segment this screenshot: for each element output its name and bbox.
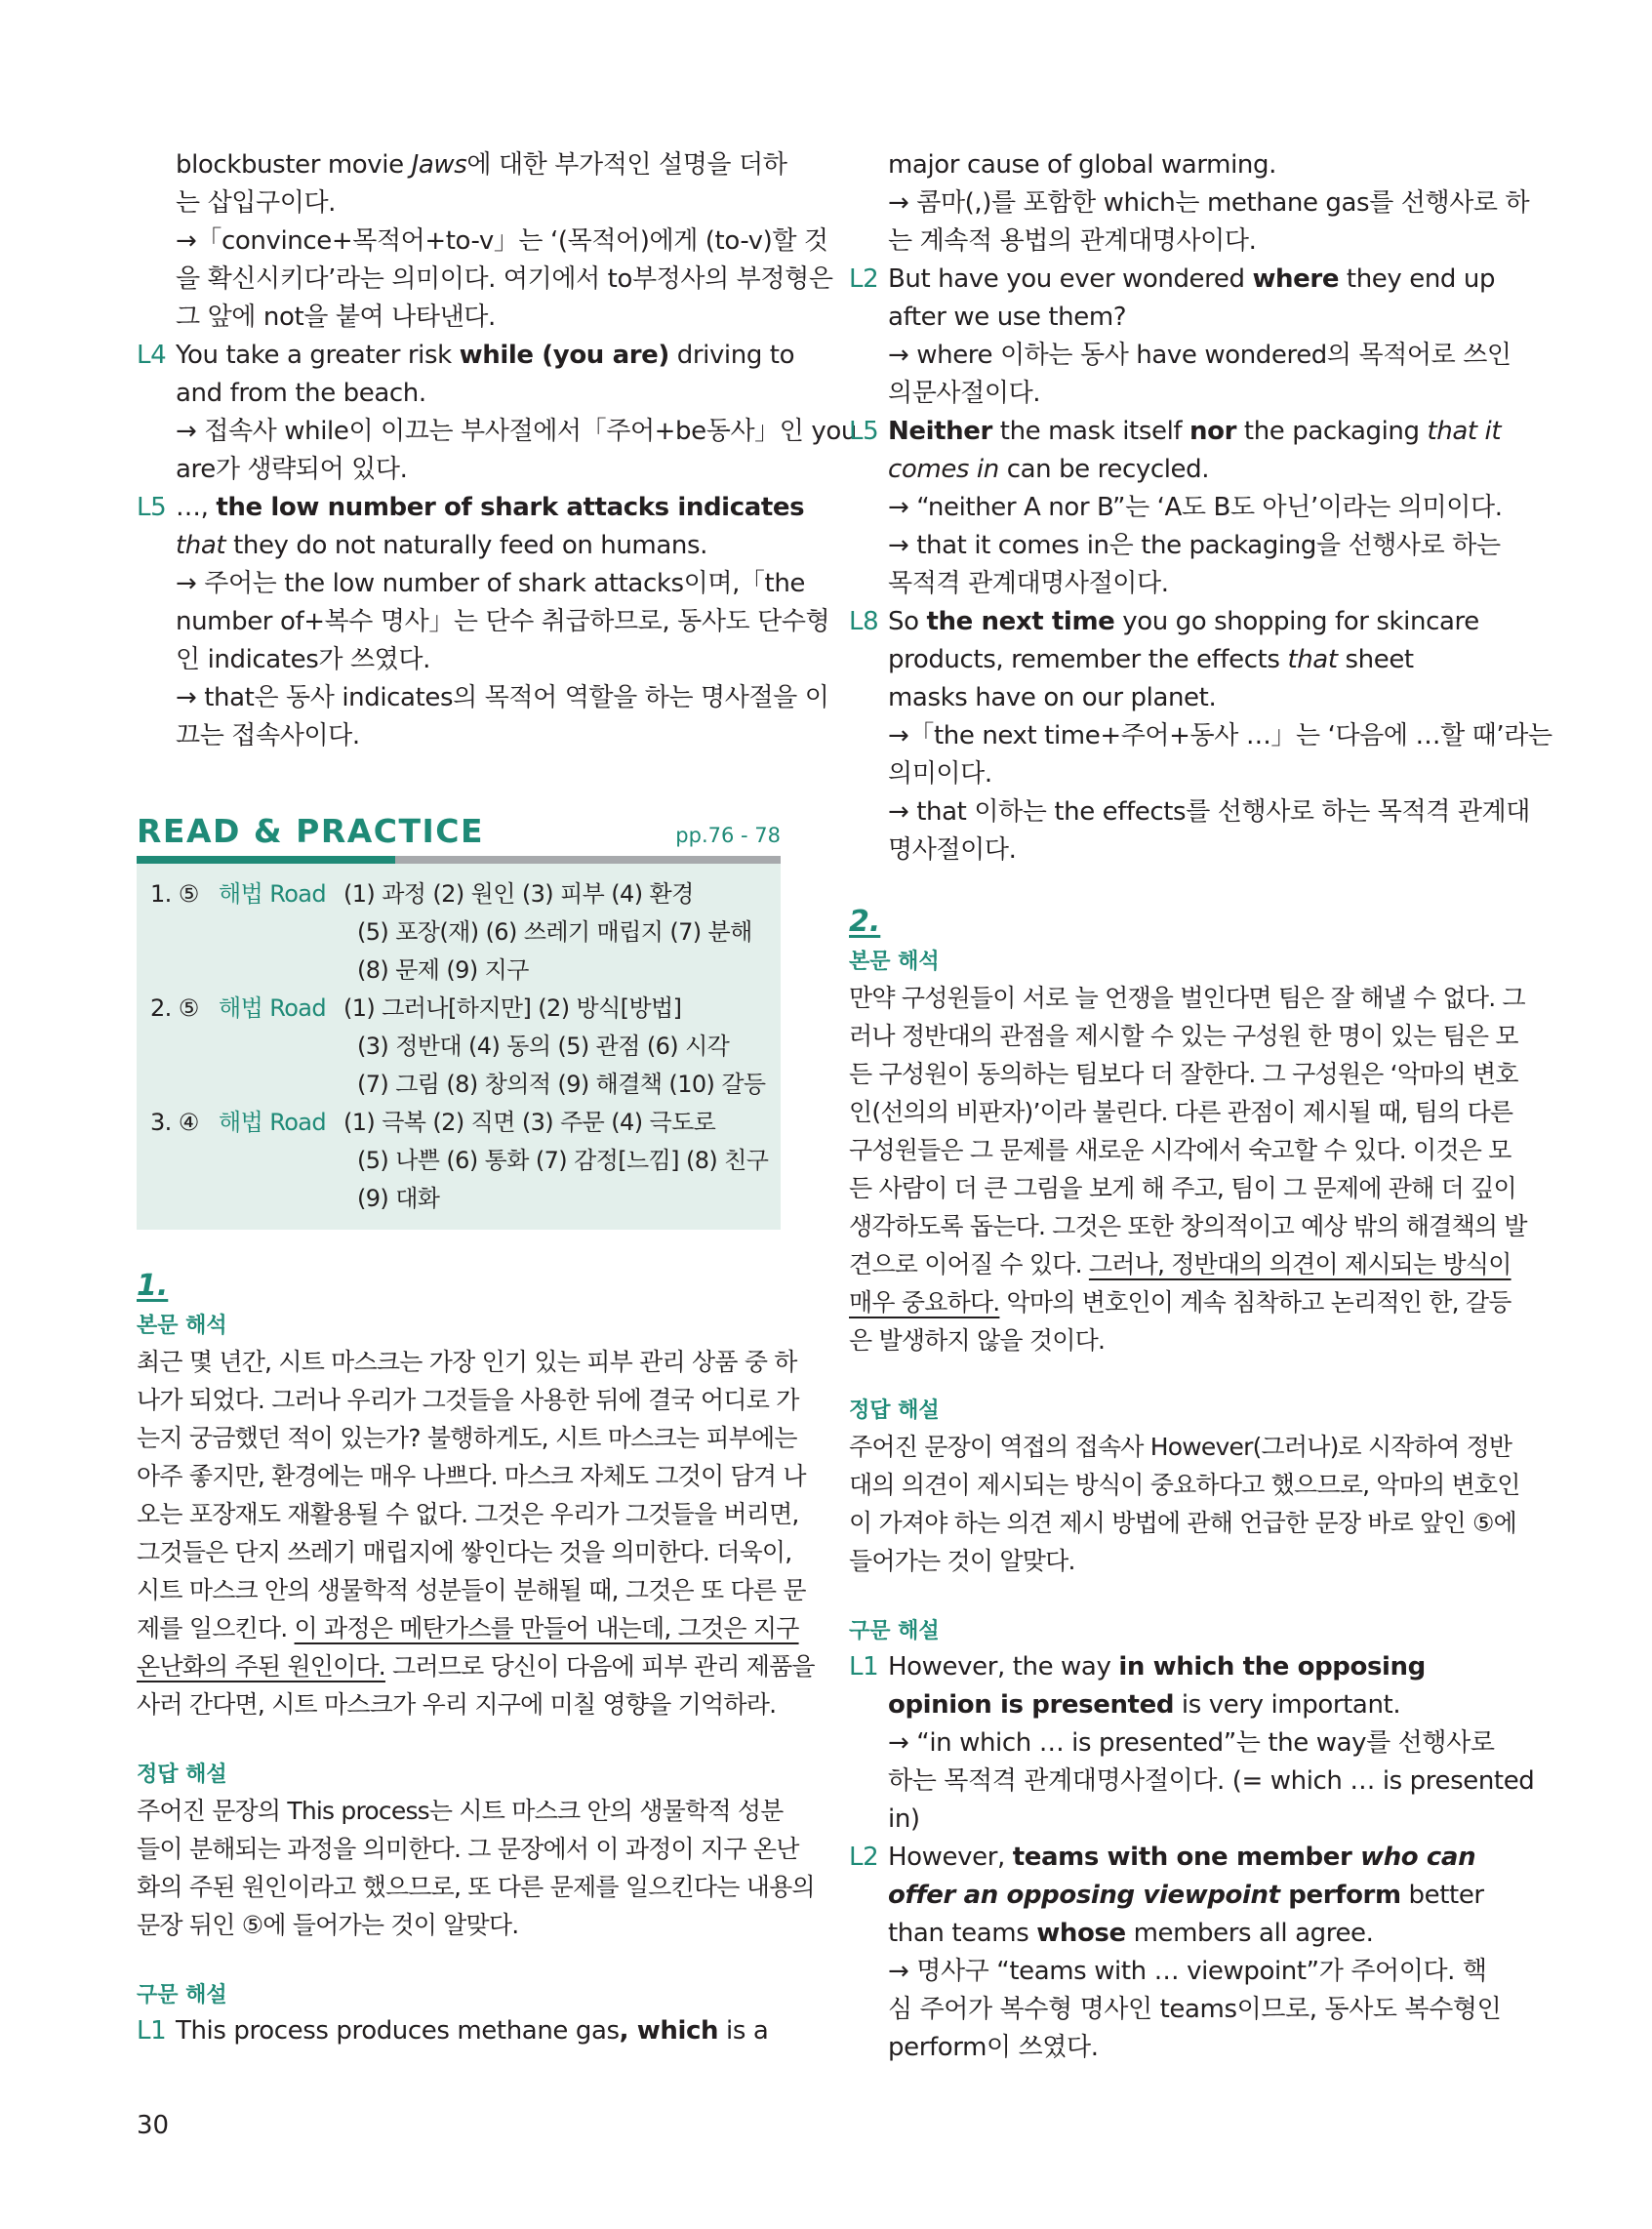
answer-key-row [150, 952, 781, 990]
text-line [137, 1906, 781, 1944]
text-line [137, 261, 833, 299]
read-practice-title-amp: & [240, 812, 297, 850]
line-text: 들어가는 것이 알맞다. [849, 1547, 1075, 1575]
answer-key-box [137, 864, 781, 1230]
road-label: 해법 Road [219, 994, 327, 1022]
read-practice-pages: pp.76 - 78 [675, 824, 781, 847]
line-text: → that 이하는 the effects를 선행사로 하는 목적격 관계대 [888, 797, 1530, 827]
text-line [137, 184, 781, 223]
read-practice-title-read: READ [137, 812, 241, 850]
answer-key-row [150, 913, 781, 952]
text-line [849, 1131, 1511, 1169]
line-text: perform이 쓰였다. [888, 2033, 1099, 2062]
line-text: 끄는 접속사이다. [176, 721, 360, 750]
text-line [849, 1915, 1499, 1953]
read-practice-title-practice: PRACTICE [296, 812, 485, 850]
text-line [137, 641, 781, 679]
line-text: comes in can be recycled. [888, 455, 1210, 484]
text-line [849, 641, 1499, 679]
line-text: So the next time you go shopping for skincare [888, 607, 1479, 636]
line-text: Neither the mask itself nor the packaging that it [888, 417, 1502, 446]
line-text: 아주 좋지만, 환경에는 매우 나쁘다. 마스크 자체도 그것이 담겨 나 [137, 1462, 806, 1490]
text-line [137, 1495, 799, 1533]
text-line [137, 1609, 799, 1647]
vocab-answers: (9) 대화 [357, 1185, 440, 1212]
line-text: after we use them? [888, 303, 1127, 332]
text-line [849, 223, 1499, 261]
line-text: 만약 구성원들이 서로 늘 언쟁을 벌인다면 팀은 잘 해낼 수 없다. 그 [849, 984, 1525, 1012]
line-text: →「the next time+주어+동사 …」는 ‘다음에 …할 때’라는 [888, 721, 1552, 750]
text-line [849, 1207, 1527, 1245]
text-line [137, 1343, 797, 1381]
line-text: opinion is presented is very important. [888, 1690, 1401, 1720]
text-line [137, 679, 829, 717]
section-1-number: 1. [137, 1269, 169, 1303]
line-text: →「convince+목적어+to-v」는 ‘(목적어)에게 (to-v)할 것 [176, 226, 828, 256]
line-text: 구성원들은 그 문제를 새로운 시각에서 숙고할 수 있다. 이것은 모 [849, 1136, 1511, 1164]
text-line [137, 1571, 806, 1609]
text-line [137, 413, 857, 451]
line-text: 는지 궁금했던 적이 있는가? 불행하게도, 시트 마스크는 피부에는 [137, 1424, 797, 1452]
line-text: 들이 분해되는 과정을 의미한다. 그 문장에서 이 과정이 지구 온난 [137, 1835, 799, 1863]
text-line [849, 603, 1499, 641]
read-practice-section [137, 812, 781, 1230]
line-text: 을 확신시키다’라는 의미이다. 여기에서 to부정사의 부정형은 [176, 264, 833, 294]
line-text: 하는 목적격 관계대명사절이다. (= which … is presented [888, 1766, 1535, 1796]
line-text: → 접속사 while이 이끄는 부사절에서「주어+be동사」인 you [176, 417, 857, 446]
text-line [849, 1055, 1518, 1093]
line-reference-label: L5 [137, 493, 167, 522]
text-line [137, 1792, 784, 1830]
answer-number: 3. ④ [150, 1109, 199, 1136]
line-text: However, teams with one member who can [888, 1843, 1476, 1872]
text-line [137, 1533, 792, 1571]
section-2-translation-heading: 본문 해석 [849, 950, 940, 974]
line-text: 온난화의 주된 원인이다. 그러므로 당신이 다음에 피부 관리 제품을 [137, 1652, 815, 1681]
text-line [137, 2012, 781, 2050]
line-text: 심 주어가 복수형 명사인 teams이므로, 동사도 복수형인 [888, 1995, 1502, 2024]
text-line [849, 1093, 1513, 1131]
text-line [849, 755, 1499, 793]
line-text: 목적격 관계대명사절이다. [888, 569, 1169, 598]
answer-key-row [150, 1180, 781, 1218]
vocab-answers: (1) 극복 (2) 직면 (3) 주문 (4) 극도로 [343, 1109, 716, 1136]
line-text: 의문사절이다. [888, 379, 1041, 408]
text-line [849, 1169, 1516, 1207]
line-text: 그 앞에 not을 붙여 나타낸다. [176, 303, 496, 332]
line-text: 매우 중요하다. 악마의 변호인이 계속 침착하고 논리적인 한, 갈등 [849, 1288, 1511, 1317]
text-line [849, 1321, 1499, 1359]
vocab-answers: (5) 포장(재) (6) 쓰레기 매립지 (7) 분해 [357, 918, 752, 946]
text-line [849, 184, 1530, 223]
line-text: 은 발생하지 않을 것이다. [849, 1326, 1106, 1355]
read-practice-rule [137, 856, 781, 864]
line-text: products, remember the effects that sheet [888, 645, 1414, 674]
section-2-syntax-heading: 구문 해설 [849, 1619, 940, 1643]
text-line [137, 375, 781, 413]
text-line [849, 1801, 1499, 1839]
line-text: → 명사구 “teams with … viewpoint”가 주어이다. 핵 [888, 1957, 1487, 1986]
line-text: 문장 뒤인 ⑤에 들어가는 것이 알맞다. [137, 1911, 519, 1939]
text-line [137, 451, 781, 489]
text-line [137, 603, 830, 641]
answer-key-row [150, 1028, 781, 1066]
answer-key-row [150, 1066, 781, 1104]
text-line [849, 1953, 1499, 1991]
vocab-answers: (1) 그러나[하지만] (2) 방식[방법] [343, 994, 682, 1022]
line-reference-label: L1 [137, 2016, 167, 2046]
line-text: …, the low number of shark attacks indicates [176, 493, 805, 522]
section-1-answer-heading: 정답 해설 [137, 1763, 227, 1787]
line-text: 나가 되었다. 그러나 우리가 그것들을 사용한 뒤에 결국 어디로 가 [137, 1386, 799, 1414]
line-text: than teams whose members all agree. [888, 1919, 1374, 1948]
text-line [849, 451, 1499, 489]
answer-key-row [150, 1142, 781, 1180]
line-text: 사러 간다면, 시트 마스크가 우리 지구에 미칠 영향을 기억하라. [137, 1690, 777, 1719]
line-text: in) [888, 1804, 920, 1834]
text-line [849, 261, 1499, 299]
text-line [849, 1283, 1511, 1321]
line-text: 오는 포장재도 재활용될 수 없다. 그것은 우리가 그것들을 버리면, [137, 1500, 799, 1528]
section-1-syntax-heading: 구문 해설 [137, 1983, 227, 2007]
text-line [137, 489, 805, 527]
line-text: 의미이다. [888, 759, 992, 789]
text-line [137, 223, 828, 261]
line-text: masks have on our planet. [888, 683, 1217, 712]
text-line [849, 679, 1499, 717]
line-text: 대의 의견이 제시되는 방식이 중요하다고 했으므로, 악마의 변호인 [849, 1471, 1520, 1499]
vocab-answers: (7) 그림 (8) 창의적 (9) 해결책 (10) 갈등 [357, 1071, 766, 1098]
answer-key-row [150, 875, 781, 913]
road-label: 해법 Road [219, 880, 327, 908]
line-text: 화의 주된 원인이라고 했으므로, 또 다른 문제를 일으킨다는 내용의 [137, 1873, 815, 1901]
text-line [137, 299, 781, 337]
line-reference-label: L2 [849, 264, 879, 294]
text-line [849, 1017, 1518, 1055]
line-text: number of+복수 명사」는 단수 취급하므로, 동사도 단수형 [176, 607, 830, 636]
text-line [849, 1428, 1512, 1466]
text-line [849, 1648, 1499, 1686]
line-text: 는 삽입구이다. [176, 188, 337, 218]
section-2-answer-heading: 정답 해설 [849, 1398, 940, 1423]
line-text: offer an opposing viewpoint perform better [888, 1881, 1484, 1910]
vocab-answers: (3) 정반대 (4) 동의 (5) 관점 (6) 시각 [357, 1033, 730, 1060]
line-text: → 콤마(,)를 포함한 which는 methane gas를 선행사로 하 [888, 188, 1530, 218]
text-line [849, 1763, 1535, 1801]
line-text: major cause of global warming. [888, 150, 1276, 180]
section-1-syntax [137, 2012, 781, 2050]
text-line [849, 793, 1530, 831]
line-text: However, the way in which the opposing [888, 1652, 1426, 1682]
line-text: that they do not naturally feed on humans. [176, 531, 707, 560]
text-line [137, 1685, 781, 1723]
section-1-translation [137, 1343, 815, 1723]
answer-key-row [150, 990, 781, 1028]
text-line [849, 1466, 1520, 1504]
line-text: 제를 일으킨다. 이 과정은 메탄가스를 만들어 내는데, 그것은 지구 [137, 1614, 799, 1642]
text-line [137, 337, 795, 375]
text-line [849, 1245, 1511, 1283]
section-1-answer [137, 1792, 815, 1944]
section-2-answer [849, 1428, 1520, 1580]
line-text: 든 구성원이 동의하는 팀보다 더 잘한다. 그 구성원은 ‘악마의 변호 [849, 1060, 1518, 1088]
left-top-notes [137, 146, 857, 755]
vocab-answers: (1) 과정 (2) 원인 (3) 피부 (4) 환경 [343, 880, 694, 908]
line-reference-label: L8 [849, 607, 879, 636]
line-text: 든 사람이 더 큰 그림을 보게 해 주고, 팀이 그 문제에 관해 더 깊이 [849, 1174, 1516, 1202]
line-text: → where 이하는 동사 have wondered의 목적어로 쓰인 [888, 341, 1511, 370]
section-2-syntax [849, 1648, 1535, 2067]
line-text: 주어진 문장의 This process는 시트 마스크 안의 생물학적 성분 [137, 1797, 784, 1825]
section-2-translation [849, 979, 1527, 1359]
right-column [849, 146, 1552, 2067]
text-line [137, 146, 787, 184]
text-line [137, 1830, 799, 1868]
line-text: 시트 마스크 안의 생물학적 성분들이 분해될 때, 그것은 또 다른 문 [137, 1576, 806, 1604]
line-reference-label: L4 [137, 341, 167, 370]
text-line [849, 375, 1499, 413]
line-text: 최근 몇 년간, 시트 마스크는 가장 인기 있는 피부 관리 상품 중 하 [137, 1348, 797, 1376]
text-line [849, 489, 1503, 527]
line-text: are가 생략되어 있다. [176, 455, 408, 484]
line-text: 이 가져야 하는 의견 제시 방법에 관해 언급한 문장 바로 앞인 ⑤에 [849, 1509, 1516, 1537]
text-line [849, 413, 1502, 451]
line-text: → “in which … is presented”는 the way를 선행사로 [888, 1728, 1495, 1758]
text-line [137, 1419, 797, 1457]
line-text: You take a greater risk while (you are) driving to [176, 341, 795, 370]
left-column [137, 146, 857, 2050]
line-text: 러나 정반대의 관점을 제시할 수 있는 구성원 한 명이 있는 팀은 모 [849, 1022, 1518, 1050]
line-text: But have you ever wondered where they end up [888, 264, 1496, 294]
text-line [849, 146, 1499, 184]
answer-number: 1. ⑤ [150, 880, 199, 908]
vocab-answers: (5) 나쁜 (6) 통화 (7) 감정[느낌] (8) 친구 [357, 1147, 769, 1174]
line-reference-label: L1 [849, 1652, 879, 1682]
text-line [849, 565, 1499, 603]
line-text: 생각하도록 돕는다. 그것은 또한 창의적이고 예상 밖의 해결책의 발 [849, 1212, 1527, 1240]
right-top-notes [849, 146, 1552, 870]
line-reference-label: L5 [849, 417, 879, 446]
text-line [849, 299, 1499, 337]
text-line [137, 1457, 806, 1495]
text-line [137, 1381, 799, 1419]
line-reference-label: L2 [849, 1843, 879, 1872]
road-label: 해법 Road [219, 1109, 327, 1136]
text-line [849, 1686, 1499, 1724]
line-text: 인(선의의 비판자)’이라 불린다. 다른 관점이 제시될 때, 팀의 다른 [849, 1098, 1513, 1126]
text-line [137, 565, 806, 603]
text-line [849, 831, 1499, 870]
text-line [137, 1868, 815, 1906]
text-line [137, 527, 781, 565]
line-text: 견으로 이어질 수 있다. 그러나, 정반대의 의견이 제시되는 방식이 [849, 1250, 1511, 1278]
text-line [849, 1877, 1499, 1915]
text-line [849, 1542, 1499, 1580]
line-text: → that은 동사 indicates의 목적어 역할을 하는 명사절을 이 [176, 683, 829, 712]
text-line [849, 1991, 1502, 2029]
text-line [849, 717, 1552, 755]
line-text: blockbuster movie Jaws에 대한 부가적인 설명을 더하 [176, 150, 787, 180]
text-line [849, 1504, 1516, 1542]
vocab-answers: (8) 문제 (9) 지구 [357, 956, 529, 984]
text-line [137, 1647, 815, 1685]
line-text: → that it comes in은 the packaging을 선행사로 하는 [888, 531, 1501, 560]
line-text: 인 indicates가 쓰였다. [176, 645, 430, 674]
line-text: → 주어는 the low number of shark attacks이며,「the [176, 569, 806, 598]
line-text: 명사절이다. [888, 835, 1017, 865]
line-text: 주어진 문장이 역접의 접속사 However(그러나)로 시작하여 정반 [849, 1433, 1512, 1461]
section-2-number: 2. [849, 905, 881, 939]
line-text: 는 계속적 용법의 관계대명사이다. [888, 226, 1257, 256]
text-line [849, 1724, 1499, 1763]
section-1-translation-heading: 본문 해석 [137, 1314, 227, 1338]
text-line [849, 1839, 1499, 1877]
line-text: 그것들은 단지 쓰레기 매립지에 쌓인다는 것을 의미한다. 더욱이, [137, 1538, 792, 1566]
text-line [137, 717, 781, 755]
text-line [849, 527, 1499, 565]
answer-key-row [150, 1104, 781, 1142]
text-line [849, 2029, 1499, 2067]
line-text: This process produces methane gas, which is a [176, 2016, 769, 2046]
answer-number: 2. ⑤ [150, 994, 199, 1022]
line-text: → “neither A nor B”는 ‘A도 B도 아닌’이라는 의미이다. [888, 493, 1503, 522]
page-number: 30 [137, 2111, 170, 2140]
text-line [849, 337, 1511, 375]
text-line [849, 979, 1525, 1017]
line-text: and from the beach. [176, 379, 426, 408]
